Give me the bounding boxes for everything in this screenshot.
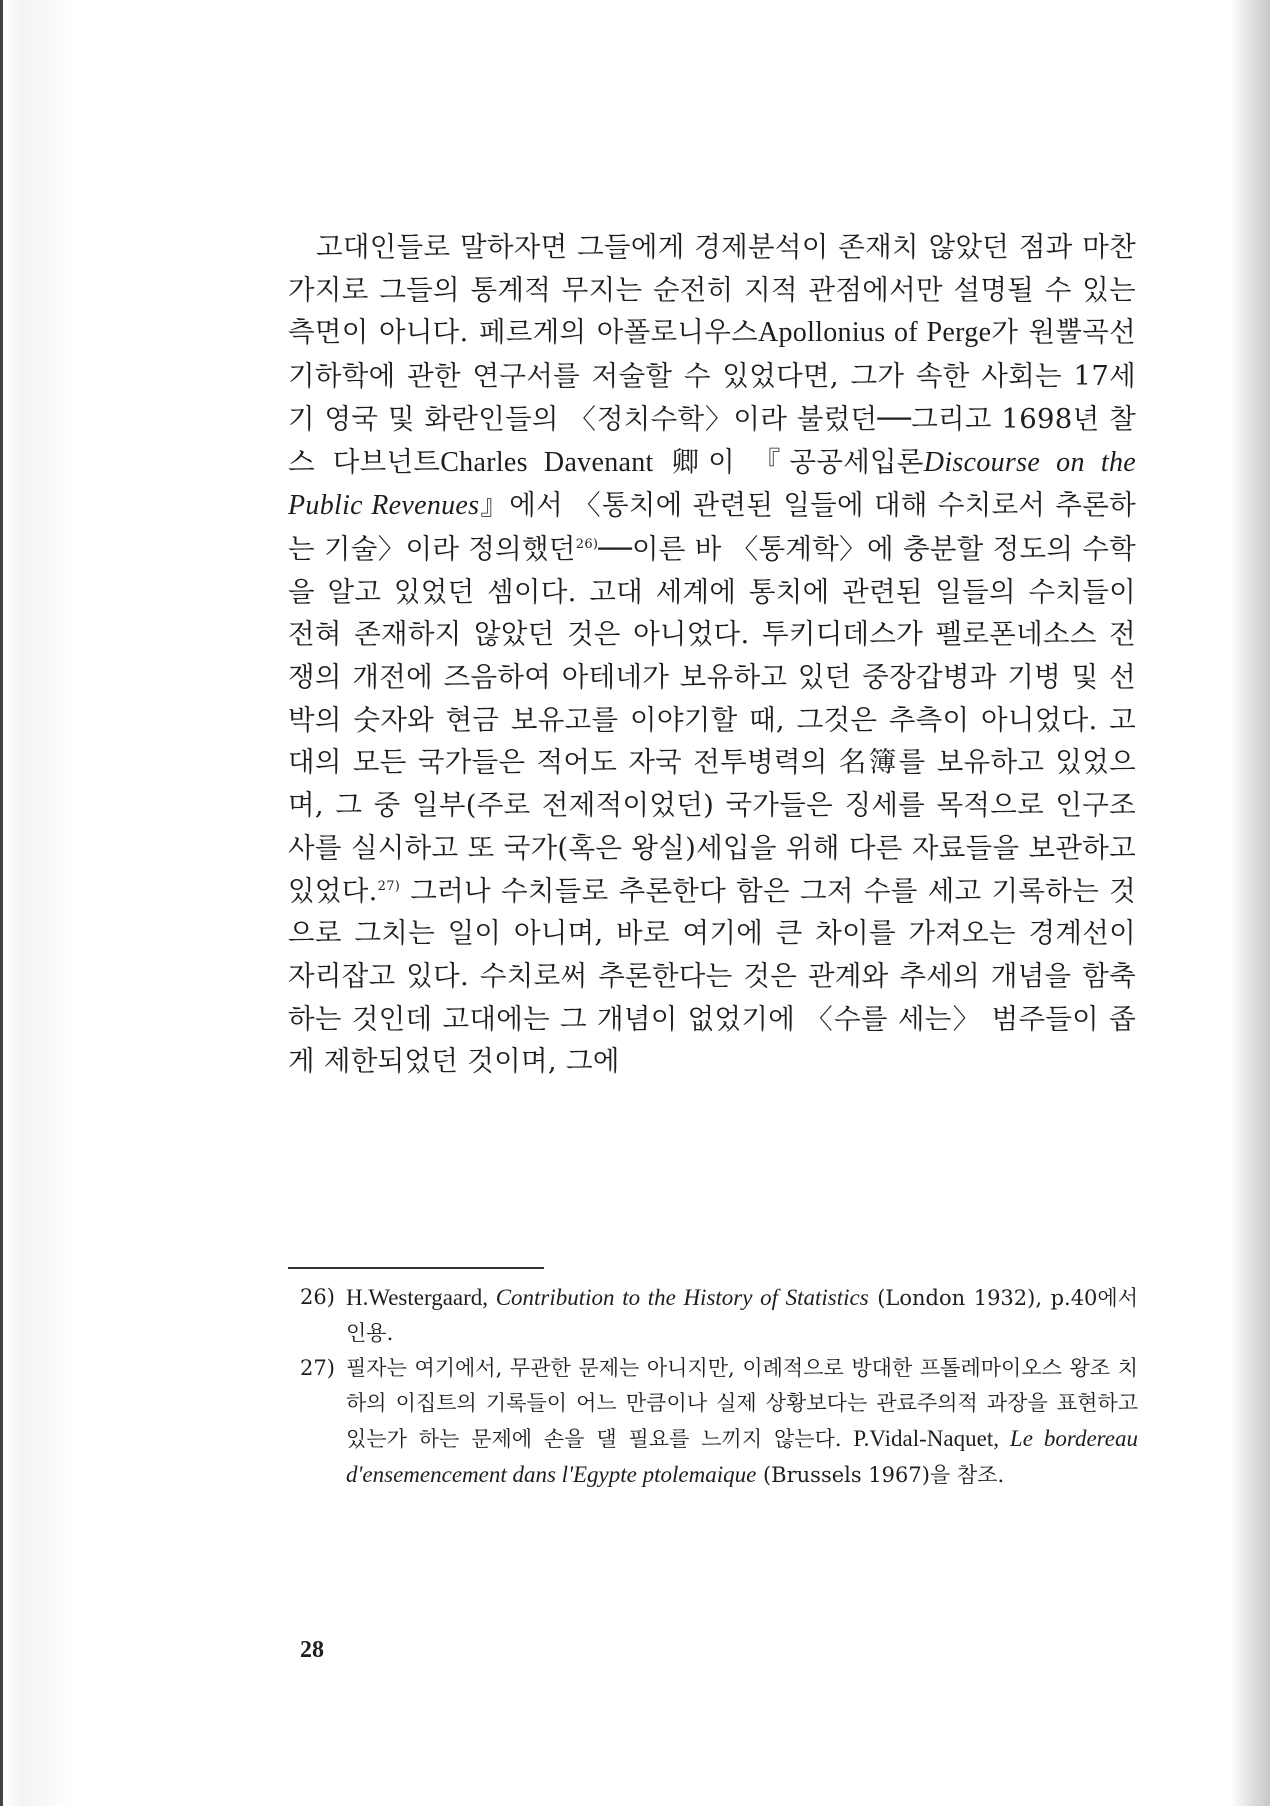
- footnotes-section: [300, 1280, 1138, 1493]
- footnote-ref-26[interactable]: 26): [575, 536, 599, 552]
- latin-name-davenant: Charles Davenant: [440, 446, 654, 478]
- book-spine-shadow: [3, 0, 73, 1806]
- footnote-rest: (Brussels 1967)을 참조.: [756, 1463, 1005, 1487]
- body-text-segment-1: 고대인들로 말하자면 그들에게 경제분석이 존재치 않았던 점과 마찬가지로 그들의 통계적 무지는 순전히 지적 관점에서만 설명될 수 있는 측면이 아니다. 페르게의 아폴로니우스: [288, 231, 1136, 349]
- footnote-27: [300, 1351, 1138, 1493]
- footnote-separator: [288, 1267, 544, 1269]
- page-number: 28: [300, 1637, 324, 1663]
- body-text-segment-2: 가 원뿔곡선 기하학에 관한 연구서를 저술할 수 있었다면, 그가 속한 사회는 17세기 영국 및 화란인들의 〈정치수학〉이라 불렀던──그리고 1698년 찰스 다브넌트: [288, 316, 1136, 478]
- footnote-number: 26): [300, 1285, 335, 1309]
- footnote-number: 27): [300, 1356, 335, 1380]
- latin-name-apollonius: Apollonius of Perge: [757, 317, 992, 349]
- body-text-segment-5: ──이른 바 〈통계학〉에 충분할 정도의 수학을 알고 있었던 셈이다. 고대 세계에 통치에 관련된 일들의 수치들이 전혀 존재하지 않았던 것은 아니었다. 투키디데스가 펠로폰네소스 전쟁의 개전에 즈음하여 아테네가 보유하고 있던 중장갑병과 기병 및 선박의 숫자와 현금 보유고를 이야기할 때, 그것은 추측이 아니었다. 고대의 모든 국가들은 적어도 자국 전투병력의 名簿를 보유하고 있었으며, 그 중 일부(주로 전제적이었던) 국가들은 징세를 목적으로 인구조사를 실시하고 또 국가(혹은 왕실)세입을 위해 다른 자료들을 보관하고 있었다.: [288, 532, 1136, 907]
- footnote-ref-27[interactable]: 27): [377, 878, 401, 894]
- footnote-author: P.Vidal-Naquet,: [853, 1426, 1010, 1451]
- body-text-segment-6: 그러나 수치들로 추론한다 함은 그저 수를 세고 기록하는 것으로 그치는 일이 아니며, 바로 여기에 큰 차이를 가져오는 경계선이 자리잡고 있다. 수치로써 추론한다는 것은 관계와 추세의 개념을 함축하는 것인데 고대에는 그 개념이 없었기에 〈수를 세는〉 범주들이 좁게 제한되었던 것이며, 그에: [288, 874, 1136, 1078]
- footnote-body: [346, 1280, 1138, 1351]
- footnote-title: Le bordereau d'ensemencement dans l'Egypte ptolemaique: [346, 1426, 1138, 1487]
- footnote-body: [346, 1351, 1138, 1493]
- footnote-rest: (London 1932), p.40에서 인용.: [346, 1286, 1138, 1345]
- main-body-text: [288, 226, 1136, 1083]
- footnote-title: Contribution to the History of Statistics: [495, 1285, 869, 1310]
- body-paragraph: [288, 226, 1136, 1083]
- body-text-segment-4: 』에서 〈통치에 관련된 일들에 대해 수치로서 추론하는 기술〉이라 정의했던: [288, 489, 1136, 565]
- book-title-discourse: Discourse on the Public Revenues: [288, 446, 1136, 522]
- footnote-author: H.Westergaard,: [346, 1285, 496, 1310]
- body-text-segment-3: 卿이 『공공세입론: [671, 445, 924, 478]
- footnote-text: 필자는 여기에서, 무관한 문제는 아니지만, 이례적으로 방대한 프톨레마이오스 왕조 치하의 이집트의 기록들이 어느 만큼이나 실제 상황보다는 관료주의적 과장을 표현하고 있는가 하는 문제에 손을 댈 필요를 느끼지 않는다.: [346, 1356, 1138, 1451]
- page-right-edge-shadow: [1230, 0, 1270, 1806]
- footnote-26: [300, 1280, 1138, 1351]
